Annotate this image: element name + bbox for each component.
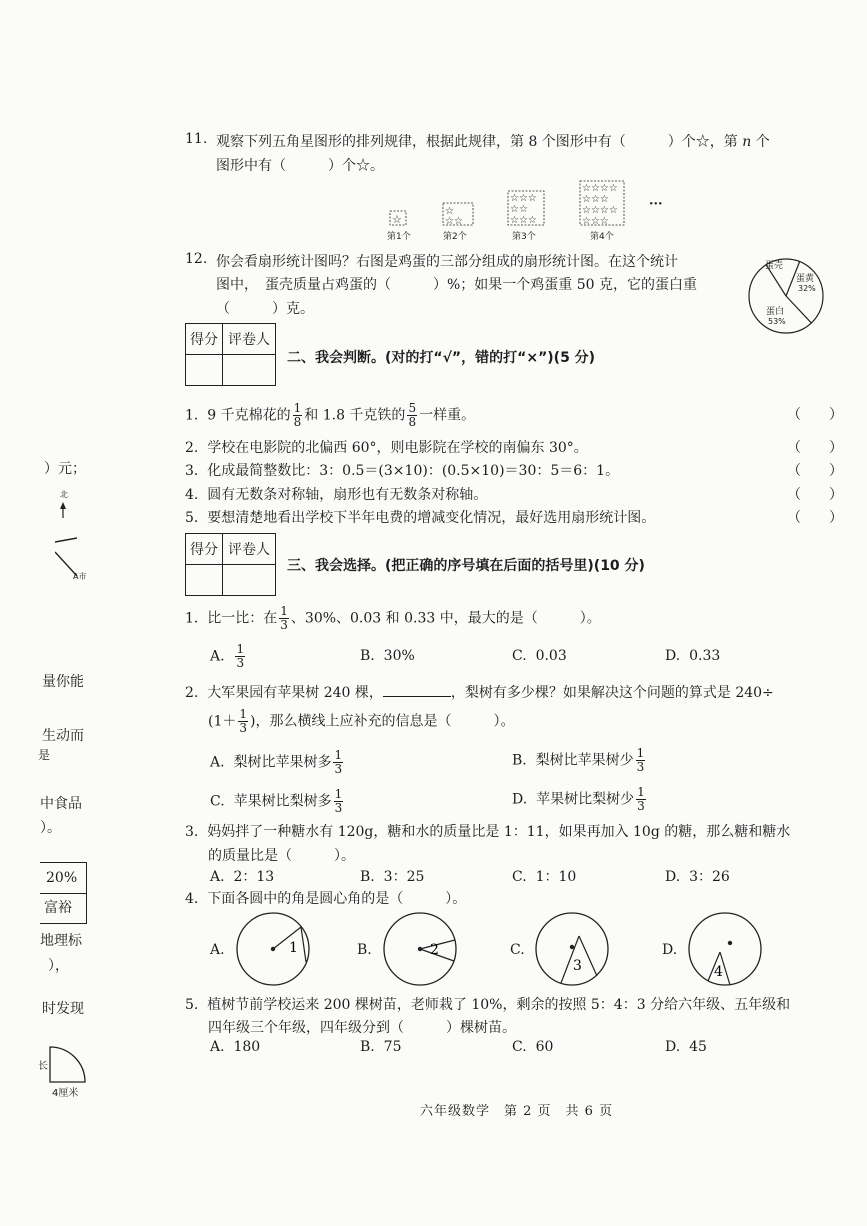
judge-answer-4[interactable]: （ ） — [787, 487, 843, 503]
q12-line1: 你会看扇形统计图吗？右图是鸡蛋的三部分组成的扇形统计图。在这个统计 — [216, 254, 678, 270]
margin-north-label: 北 — [60, 490, 68, 499]
choice-q1-stem: 1. 比一比：在 $\frac{1}{3}$ 、30%、0.03 和 0.33 中，最大的是（ ）。 — [185, 604, 601, 632]
q11-line1-tail: 个 — [755, 134, 770, 150]
grader-cell[interactable] — [223, 565, 276, 596]
section3-title: 三、我会选择。(把正确的序号填在后面的括号里)(10 分) — [287, 558, 645, 574]
grader-label: 评卷人 — [223, 534, 276, 565]
choice-q3-option-d[interactable]: D. 3：26 — [665, 869, 730, 885]
choice-q5-option-c[interactable]: C. 60 — [512, 1039, 554, 1055]
choice-q2-option-d[interactable]: D. 苹果树比梨树少 $\frac{1}{3}$ — [512, 785, 645, 813]
svg-text:4: 4 — [714, 964, 723, 980]
svg-text:☆☆☆: ☆☆☆ — [582, 216, 609, 227]
judge-item-1-pre: 9 千克棉花的 — [207, 407, 291, 424]
score-cell[interactable] — [186, 355, 223, 386]
choice-q3-option-a[interactable]: A. 2：13 — [210, 869, 275, 885]
margin-quarter-circle-figure — [40, 1045, 96, 1087]
svg-text:☆☆☆: ☆☆☆ — [582, 194, 609, 205]
section2-score-box — [185, 323, 276, 386]
judge-answer-3[interactable]: （ ） — [787, 463, 843, 479]
judge-item-1-frac-2: $\frac{5}{8}$ — [408, 401, 417, 429]
choice-q5-option-b[interactable]: B. 75 — [360, 1039, 402, 1055]
choice-q4-option-a-circle[interactable] — [234, 910, 312, 988]
q12-number: 12. — [185, 251, 208, 267]
q12-line2: 图中， 蛋壳质量占鸡蛋的（ ）%；如果一个鸡蛋重 50 克，它的蛋白重 — [216, 277, 698, 293]
margin-frag-1: 量你能 — [42, 674, 84, 690]
choice-q2-option-b[interactable]: B. 梨树比苹果树少 $\frac{1}{3}$ — [512, 746, 645, 774]
choice-q2-fill-blank[interactable] — [383, 696, 451, 697]
svg-text:☆☆☆☆: ☆☆☆☆ — [582, 183, 618, 194]
q11-caption-2: 第2个 — [443, 232, 467, 242]
q12-pie-chart — [745, 250, 827, 342]
choice-q3-option-c[interactable]: C. 1：10 — [512, 869, 577, 885]
judge-item-4: 4. 圆有无数条对称轴，扇形也有无数条对称轴。 — [185, 487, 488, 503]
margin-a-city: A市 — [73, 572, 87, 581]
svg-text:☆☆☆☆: ☆☆☆☆ — [582, 205, 618, 216]
score-label: 得分 — [186, 534, 223, 565]
page-footer: 六年级数学 第 2 页 共 6 页 — [420, 1104, 614, 1119]
margin-frag-2: 生动而 — [42, 728, 84, 744]
pie-value-white: 53% — [768, 317, 786, 326]
choice-q4-option-c-label[interactable]: C. — [510, 942, 525, 958]
choice-q1-option-b[interactable]: B. 30% — [360, 648, 415, 664]
q11-caption-4: 第4个 — [590, 232, 614, 242]
margin-frag-3b: ）。 — [40, 820, 61, 836]
q11-line2: 图形中有（ ）个☆。 — [216, 158, 384, 174]
margin-frag-7: 4厘米 — [52, 1088, 79, 1099]
q11-n: n — [742, 134, 752, 150]
choice-q4-option-d-label[interactable]: D. — [662, 942, 678, 958]
judge-answer-2[interactable]: （ ） — [787, 440, 843, 456]
choice-q4-option-b-label[interactable]: B. — [357, 942, 372, 958]
choice-q2-option-c[interactable]: C. 苹果树比梨树多 $\frac{1}{3}$ — [210, 787, 343, 815]
q11-caption-1: 第1个 — [387, 232, 411, 242]
choice-q5-stem-line1: 5. 植树节前学校运来 200 棵树苗，老师栽了 10%，剩余的按照 5：4：3 分给六年级、五年级和 — [185, 997, 791, 1013]
q11-line1-text: 观察下列五角星图形的排列规律，根据此规律，第 8 个图形中有（ ）个☆，第 — [216, 134, 738, 150]
svg-text:☆: ☆ — [392, 213, 402, 226]
choice-q4-option-a-label[interactable]: A. — [210, 942, 225, 958]
score-label: 得分 — [186, 324, 223, 355]
choice-q3-stem-line2: 的质量比是（ ）。 — [208, 848, 355, 864]
choice-q1-frac: $\frac{1}{3}$ — [280, 604, 288, 632]
score-cell[interactable] — [186, 565, 223, 596]
svg-text:☆☆: ☆☆ — [445, 216, 463, 227]
margin-frag-4: 地理标 — [40, 933, 82, 949]
margin-frag-6: 长 — [38, 1061, 48, 1072]
choice-q4-stem: 4. 下面各圆中的角是圆心角的是（ ）。 — [185, 891, 467, 907]
choice-q3-option-b[interactable]: B. 3：25 — [360, 869, 425, 885]
margin-frag-2b: 是 — [38, 748, 51, 762]
choice-q3-stem-line1: 3. 妈妈拌了一种糖水有 120g，糖和水的质量比是 1：11，如果再加入 10g 的糖，那么糖和糖水 — [185, 824, 791, 840]
svg-text:3: 3 — [573, 958, 582, 974]
q11-caption-3: 第3个 — [512, 232, 536, 242]
grader-cell[interactable] — [223, 355, 276, 386]
pie-slice-divider — [786, 296, 811, 323]
choice-q2-option-a[interactable]: A. 梨树比苹果树多 $\frac{1}{3}$ — [210, 748, 343, 776]
grader-label: 评卷人 — [223, 324, 276, 355]
choice-q4-option-b-circle[interactable] — [381, 910, 459, 988]
judge-item-1-post: 一样重。 — [419, 407, 476, 424]
judge-item-1 — [185, 402, 475, 429]
choice-q2-stem-line2: (1＋ $\frac{1}{3}$ )，那么横线上应补充的信息是（ ）。 — [208, 707, 515, 735]
q11-ellipsis: ··· — [649, 197, 663, 212]
svg-text:☆☆: ☆☆ — [510, 204, 528, 215]
svg-text:2: 2 — [430, 942, 439, 958]
q11-number: 11. — [185, 131, 208, 147]
pie-label-yolk: 蛋黄 — [796, 274, 815, 284]
svg-text:1: 1 — [289, 940, 298, 956]
choice-q1-option-c[interactable]: C. 0.03 — [512, 648, 567, 664]
choice-q4-option-d-circle[interactable] — [686, 910, 764, 988]
judge-item-num: 1. — [185, 407, 199, 424]
svg-text:☆: ☆ — [445, 206, 454, 217]
margin-frag-3: 中食品 — [40, 796, 82, 812]
choice-q5-option-d[interactable]: D. 45 — [665, 1039, 707, 1055]
q11-star-pattern-figure — [385, 180, 675, 230]
choice-q2-stem-line1: 2. 大军果园有苹果树 240 棵， ，梨树有多少棵？如果解决这个问题的算式是 240÷ — [185, 685, 774, 701]
choice-q5-stem-line2: 四年级三个年级，四年级分到（ ）棵树苗。 — [208, 1020, 516, 1036]
margin-frag-5: 时发现 — [42, 1001, 84, 1017]
section3-score-box — [185, 533, 276, 596]
q12-line3: （ ）克。 — [216, 301, 314, 317]
svg-text:☆☆☆: ☆☆☆ — [510, 193, 537, 204]
choice-q1-option-d[interactable]: D. 0.33 — [665, 648, 721, 664]
section2-title: 二、我会判断。(对的打“√”，错的打“×”)(5 分) — [287, 350, 596, 366]
choice-q1-option-a[interactable]: A. $\frac{1}{3}$ — [210, 642, 245, 670]
svg-text:☆☆☆: ☆☆☆ — [510, 215, 537, 226]
choice-q4-option-c-circle[interactable] — [533, 910, 611, 988]
judge-item-1-frac-1: $\frac{1}{8}$ — [293, 401, 302, 429]
margin-table — [40, 862, 87, 924]
judge-answer-1[interactable]: （ ） — [787, 407, 843, 423]
margin-yuan: ）元； — [44, 461, 86, 477]
pie-value-yolk: 32% — [798, 284, 816, 293]
pie-label-white: 蛋白 — [766, 307, 785, 317]
choice-q5-option-a[interactable]: A. 180 — [210, 1039, 261, 1055]
judge-item-5: 5. 要想清楚地看出学校下半年电费的增减变化情况，最好选用扇形统计图。 — [185, 510, 656, 526]
pie-label-shell: 蛋壳 — [765, 261, 784, 271]
judge-answer-5[interactable]: （ ） — [787, 510, 843, 526]
judge-item-2: 2. 学校在电影院的北偏西 60°，则电影院在学校的南偏东 30°。 — [185, 440, 588, 456]
judge-item-1-mid: 和 1.8 千克铁的 — [304, 407, 406, 424]
judge-item-3: 3. 化成最简整数比：3：0.5＝(3×10)：(0.5×10)＝30：5＝6：1。 — [185, 463, 620, 479]
margin-table-cell-2: 富裕 — [44, 900, 72, 916]
margin-frag-4b: ）， — [48, 958, 69, 974]
margin-table-cell-1: 20% — [40, 863, 86, 894]
q11-line1 — [216, 131, 770, 151]
